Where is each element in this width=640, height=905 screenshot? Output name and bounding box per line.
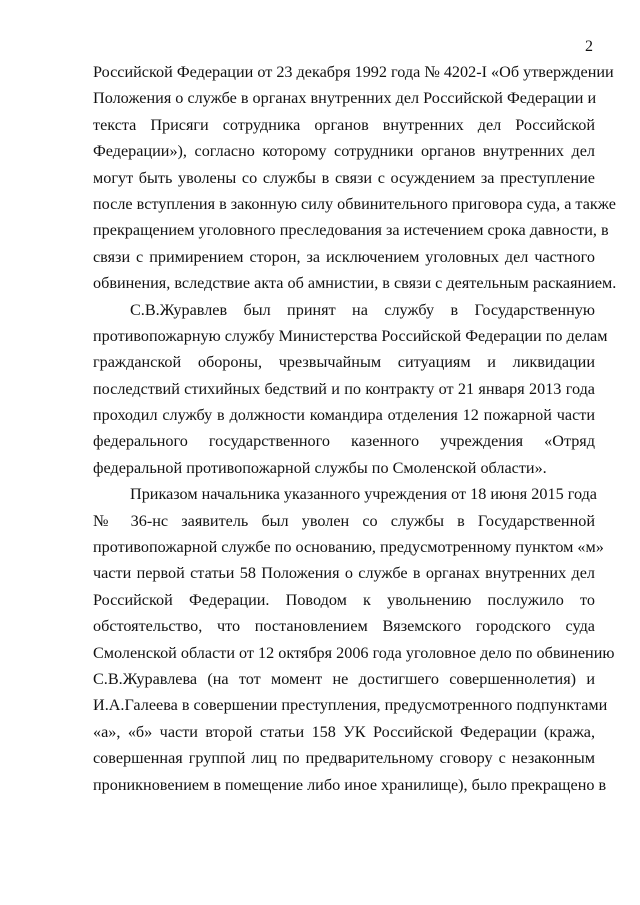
text-line: прекращением уголовного преследования за истечением срока давности, в	[93, 221, 609, 240]
text-line: текста Присяги сотрудника органов внутренних дел Российской	[93, 115, 595, 134]
text-line: Российской Федерации. Поводом к увольнению послужило то	[93, 590, 595, 609]
paragraph-legal-basis	[93, 59, 617, 297]
text-line: совершенная группой лиц по предварительному сговору с незаконным	[93, 749, 595, 768]
page-number: 2	[585, 38, 593, 55]
text-line: № 36-нс заявитель был уволен со службы в Государственной	[93, 511, 595, 530]
text-line: С.В.Журавлева (на тот момент не достигшего совершеннолетия) и	[93, 669, 595, 688]
paragraph-dismissal	[93, 481, 615, 798]
text-line: последствий стихийных бедствий и по контракту от 21 января 2013 года	[93, 379, 595, 398]
text-line: Российской Федерации от 23 декабря 1992 года № 4202-I «Об утверждении	[93, 63, 614, 81]
text-line: гражданской обороны, чрезвычайным ситуациям и ликвидации	[93, 353, 595, 372]
text-line: противопожарную службу Министерства Российской Федерации по делам	[93, 326, 608, 345]
text-line: федерального государственного казенного учреждения «Отряд	[93, 432, 595, 451]
text-line: связи с примирением сторон, за исключением уголовных дел частного	[93, 247, 595, 266]
text-line: обвинения, вследствие акта об амнистии, в связи с деятельным раскаянием.	[93, 274, 617, 293]
text-line: части первой статьи 58 Положения о службе в органах внутренних дел	[93, 564, 595, 583]
text-line: противопожарной службе по основанию, предусмотренному пунктом «м»	[93, 538, 604, 557]
text-line: С.В.Журавлев был принят на службу в Государственную	[130, 300, 595, 319]
text-line: проходил службу в должности командира отделения 12 пожарной части	[93, 406, 595, 425]
document-body	[93, 59, 617, 798]
text-line: проникновением в помещение либо иное хранилище), было прекращено в	[93, 775, 607, 794]
text-line: обстоятельство, что постановлением Вяземского городского суда	[93, 617, 595, 636]
text-line: Федерации»), согласно которому сотрудники органов внутренних дел	[93, 142, 595, 161]
text-line: Смоленской области от 12 октября 2006 года уголовное дело по обвинению	[93, 643, 615, 662]
text-line: федеральной противопожарной службы по Смоленской области».	[93, 458, 547, 477]
text-line: после вступления в законную силу обвинительного приговора суда, а также	[93, 194, 616, 213]
text-line: «а», «б» части второй статьи 158 УК Российской Федерации (кража,	[93, 722, 595, 741]
text-line: Приказом начальника указанного учреждения от 18 июня 2015 года	[130, 485, 597, 504]
text-line: И.А.Галеева в совершении преступления, предусмотренного подпунктами	[93, 696, 608, 715]
text-line: могут быть уволены со службы в связи с осуждением за преступление	[93, 168, 595, 187]
text-line: Положения о службе в органах внутренних дел Российской Федерации и	[93, 89, 597, 108]
paragraph-employment	[93, 297, 608, 482]
